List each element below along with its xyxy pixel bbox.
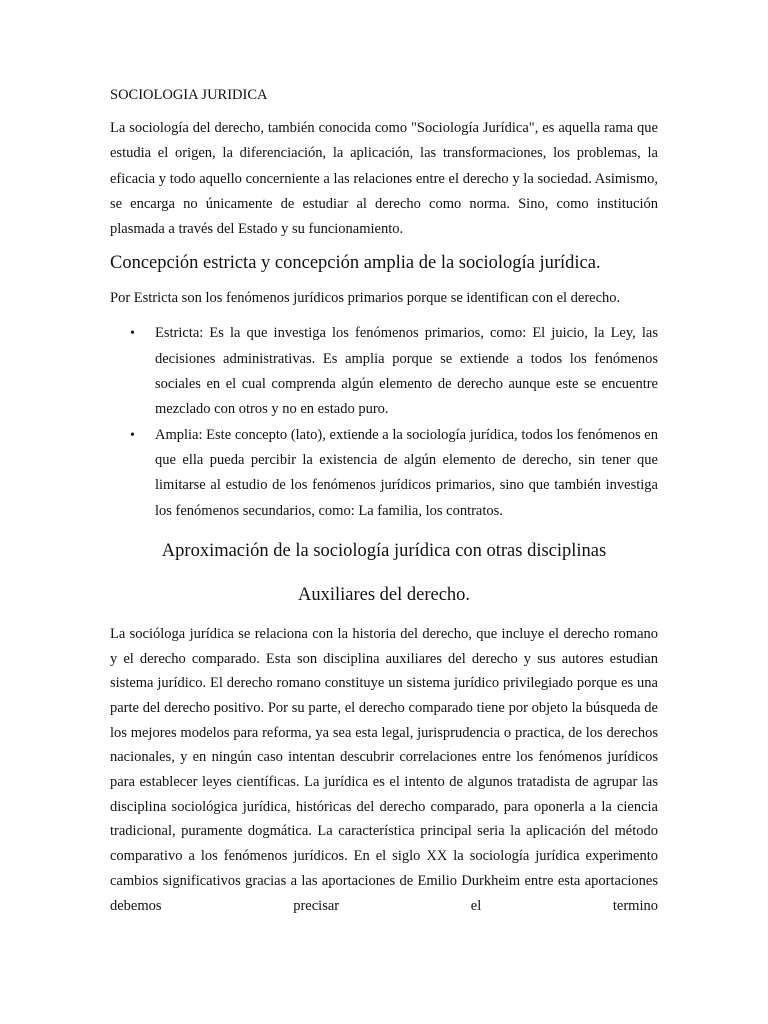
section-heading-aproximacion: Aproximación de la sociología jurídica con otras disciplinas [161,540,607,561]
section-heading-concepcion: Concepción estricta y concepción amplia de la sociología jurídica. [110,253,601,274]
bullet-list [110,321,658,523]
bullet-marker: • [130,326,135,342]
bullet-item-amplia [110,423,658,524]
document-page [110,82,658,918]
section-lead-paragraph: Por Estricta son los fenómenos jurídicos primarios porque se identifican con el derecho. [110,290,621,307]
bullet-marker: • [130,427,135,443]
bullet-item-estricta [110,321,658,422]
section2-body-paragraph: La socióloga jurídica se relaciona con la historia del derecho, que incluye el derecho romano y el derecho comparado. Esta son disciplina auxiliares del derecho y sus autores estudian sistema jurídico. El derecho romano constituye un sistema jurídico privilegiado porque es una parte del derecho positivo. Por su parte, el derecho comparado tiene por objeto la búsqueda de los mejores modelos para reforma, ya sea esta legal, jurisprudencia o practica, de los derechos nacionales, y en ningún caso intentan descubrir correlaciones entre los fenómenos jurídicos para establecer leyes científicas. La jurídica es el intento de algunos tratadista de agrupar las disciplina sociológica jurídica, históricas del derecho comparado, para oponerla a la ciencia tradicional, puramente dogmática. La característica principal seria la aplicación del método comparativo a los fenómenos jurídicos. En el siglo XX la sociología jurídica experimento cambios significativos gracias a las aportaciones de Emilio Durkheim entre esta aportaciones debemos precisar el termino [110,625,658,914]
intro-paragraph: La sociología del derecho, también conocida como "Sociología Jurídica", es aquella rama que estudia el origen, la diferenciación, la aplicación, las transformaciones, los problemas, la eficacia y todo aquello concerniente a las relaciones entre el derecho y la sociedad. Asimismo, se encarga no únicamente de estudiar al derecho como norma. Sino, como institución plasmada a través del Estado y su funcionamiento. [110,120,658,238]
document-title: SOCIOLOGIA JURIDICA [110,87,268,103]
bullet-text: Estricta: Es la que investiga los fenómenos primarios, como: El juicio, la Ley, las decisiones administrativas. Es amplia porque se extiende a todos los fenómenos sociales en el cual comprenda algún elemento de derecho aunque este se encuentre mezclado con otros y no en estado puro. [155,325,658,418]
section-heading-auxiliares: Auxiliares del derecho. [297,584,471,605]
bullet-text: Amplia: Este concepto (lato), extiende a la sociología jurídica, todos los fenómenos en que ella pueda percibir la existencia de algún elemento de derecho, sin tener que limitarse al estudio de los fenómenos jurídicos primarios, sino que también investiga los fenómenos secundarios, como: La familia, los contratos. [155,426,658,519]
